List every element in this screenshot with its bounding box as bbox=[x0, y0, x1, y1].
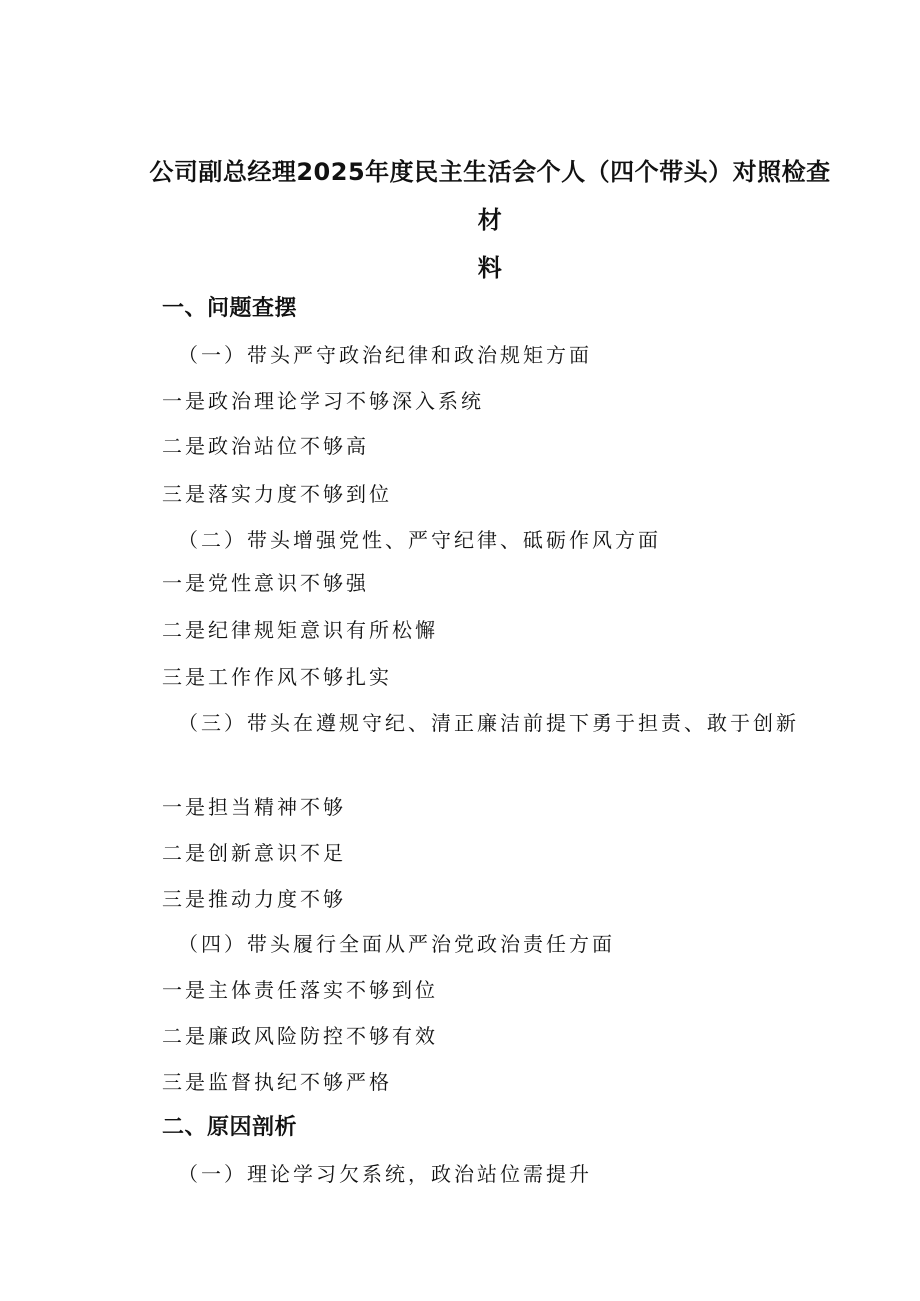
list-item: 三是工作作风不够扎实 bbox=[162, 665, 392, 689]
title-line-1: 公司副总经理2025年度民主生活会个人（四个带头）对照检查材 bbox=[149, 158, 831, 234]
list-item: 一是政治理论学习不够深入系统 bbox=[162, 389, 484, 413]
section-heading: 二、原因剖析 bbox=[162, 1115, 298, 1140]
subsection-title: （三）带头在遵规守纪、清正廉洁前提下勇于担责、敢于创新 bbox=[178, 711, 799, 735]
subsection-title: （四）带头履行全面从严治党政治责任方面 bbox=[178, 932, 615, 956]
list-item: 一是主体责任落实不够到位 bbox=[162, 978, 438, 1002]
title-line-2: 料 bbox=[477, 254, 503, 282]
list-item: 一是党性意识不够强 bbox=[162, 571, 369, 595]
list-item: 二是创新意识不足 bbox=[162, 841, 346, 865]
subsection-title: （一）带头严守政治纪律和政治规矩方面 bbox=[178, 343, 592, 367]
list-item: 二是纪律规矩意识有所松懈 bbox=[162, 618, 438, 642]
list-item: 三是监督执纪不够严格 bbox=[162, 1070, 392, 1094]
list-item: 二是廉政风险防控不够有效 bbox=[162, 1024, 438, 1048]
list-item: 三是推动力度不够 bbox=[162, 887, 346, 911]
subsection-title: （一）理论学习欠系统，政治站位需提升 bbox=[178, 1162, 592, 1186]
document-title bbox=[140, 148, 840, 292]
section-heading: 一、问题查摆 bbox=[162, 296, 298, 321]
list-item: 三是落实力度不够到位 bbox=[162, 482, 392, 506]
subsection-title: （二）带头增强党性、严守纪律、砥砺作风方面 bbox=[178, 528, 661, 552]
list-item: 二是政治站位不够高 bbox=[162, 434, 369, 458]
list-item: 一是担当精神不够 bbox=[162, 795, 346, 819]
